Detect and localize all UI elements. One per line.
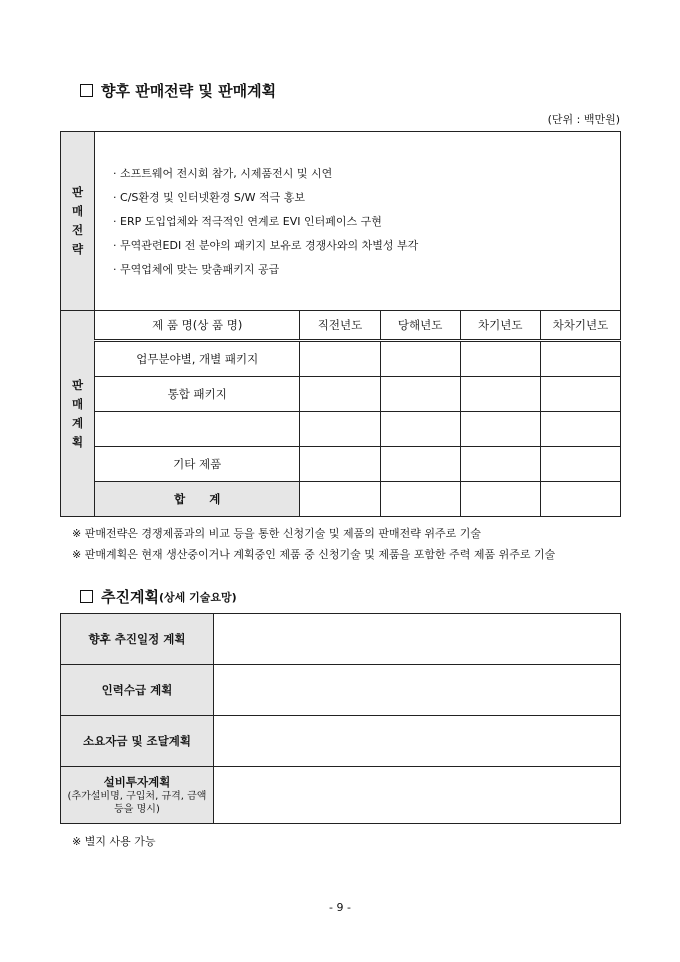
value-cell[interactable] <box>380 412 460 447</box>
value-cell[interactable] <box>380 482 460 517</box>
strategy-item: · ERP 도입업체와 적극적인 연계로 EVI 인터페이스 구현 <box>113 215 382 228</box>
section1-title: 향후 판매전략 및 판매계획 <box>101 82 277 100</box>
value-cell[interactable] <box>540 341 620 377</box>
value-cell[interactable] <box>460 447 540 482</box>
page-number: - 9 - <box>329 901 351 914</box>
strategy-item: · 무역업체에 맞는 맞춤패키지 공급 <box>113 263 280 276</box>
note-strategy: ※ 판매전략은 경쟁제품과의 비교 등을 통한 신청기술 및 제품의 판매전략 위주로 기술 <box>72 527 481 540</box>
section1-heading <box>80 80 276 101</box>
table-row <box>61 665 621 716</box>
value-cell[interactable] <box>540 447 620 482</box>
table-row <box>61 614 621 665</box>
section2-heading <box>80 586 237 607</box>
value-cell[interactable] <box>300 412 380 447</box>
strategy-item: · C/S환경 및 인터넷환경 S/W 적극 홍보 <box>113 191 305 204</box>
product-name: 통합 패키지 <box>95 377 300 412</box>
table-row <box>61 377 621 412</box>
value-cell[interactable] <box>300 377 380 412</box>
table-row <box>61 716 621 767</box>
section2-subtitle: (상세 기술요망) <box>158 590 237 604</box>
checkbox-square-icon <box>80 84 93 97</box>
strategy-item: · 무역관련EDI 전 분야의 패키지 보유로 경쟁사와의 차별성 부각 <box>113 239 419 252</box>
content-cell[interactable] <box>214 716 621 767</box>
sales-table <box>60 131 621 517</box>
note-plan: ※ 판매계획은 현재 생산중이거나 계획중인 제품 중 신청기술 및 제품을 포함한 주력 제품 위주로 기술 <box>72 548 556 561</box>
table-row <box>61 767 621 824</box>
value-cell[interactable] <box>460 412 540 447</box>
plan-label: 판 매 계 획 <box>61 311 95 517</box>
content-cell[interactable] <box>214 665 621 716</box>
col-header-product: 제 품 명(상 품 명) <box>95 311 300 341</box>
table-row <box>61 341 621 377</box>
content-cell[interactable] <box>214 767 621 824</box>
product-name: 기타 제품 <box>95 447 300 482</box>
row-sublabel-equipment: (추가설비명, 구입처, 규격, 금액 등을 명시) <box>67 791 207 815</box>
col-header-next-year: 차기년도 <box>460 311 540 341</box>
row-label-schedule: 향후 추진일정 계획 <box>61 614 214 665</box>
col-header-year-after-next: 차차기년도 <box>540 311 620 341</box>
table-row <box>61 412 621 447</box>
value-cell[interactable] <box>540 412 620 447</box>
value-cell[interactable] <box>300 447 380 482</box>
note-attachment: ※ 별지 사용 가능 <box>72 835 156 848</box>
value-cell[interactable] <box>300 482 380 517</box>
content-cell[interactable] <box>214 614 621 665</box>
value-cell[interactable] <box>540 482 620 517</box>
strategy-label: 판 매 전 략 <box>61 132 95 311</box>
value-cell[interactable] <box>300 341 380 377</box>
value-cell[interactable] <box>540 377 620 412</box>
value-cell[interactable] <box>460 341 540 377</box>
strategy-item: · 소프트웨어 전시회 참가, 시제품전시 및 시연 <box>113 167 333 180</box>
product-name <box>95 412 300 447</box>
col-header-current-year: 당해년도 <box>380 311 460 341</box>
row-label-funding: 소요자금 및 조달계획 <box>61 716 214 767</box>
product-name: 업무분야별, 개별 패키지 <box>95 341 300 377</box>
row-label-staffing: 인력수급 계획 <box>61 665 214 716</box>
unit-label: (단위 : 백만원) <box>547 113 620 126</box>
value-cell[interactable] <box>380 377 460 412</box>
total-row <box>61 482 621 517</box>
value-cell[interactable] <box>460 377 540 412</box>
strategy-content <box>95 132 621 311</box>
value-cell[interactable] <box>460 482 540 517</box>
value-cell[interactable] <box>380 447 460 482</box>
row-label-equipment: 설비투자계획 (추가설비명, 구입처, 규격, 금액 등을 명시) <box>61 767 214 824</box>
checkbox-square-icon <box>80 590 93 603</box>
section2-title: 추진계획 <box>101 588 159 606</box>
plan-table <box>60 613 621 824</box>
value-cell[interactable] <box>380 341 460 377</box>
col-header-prev-year: 직전년도 <box>300 311 380 341</box>
total-label: 합 계 <box>95 482 300 517</box>
table-row <box>61 447 621 482</box>
